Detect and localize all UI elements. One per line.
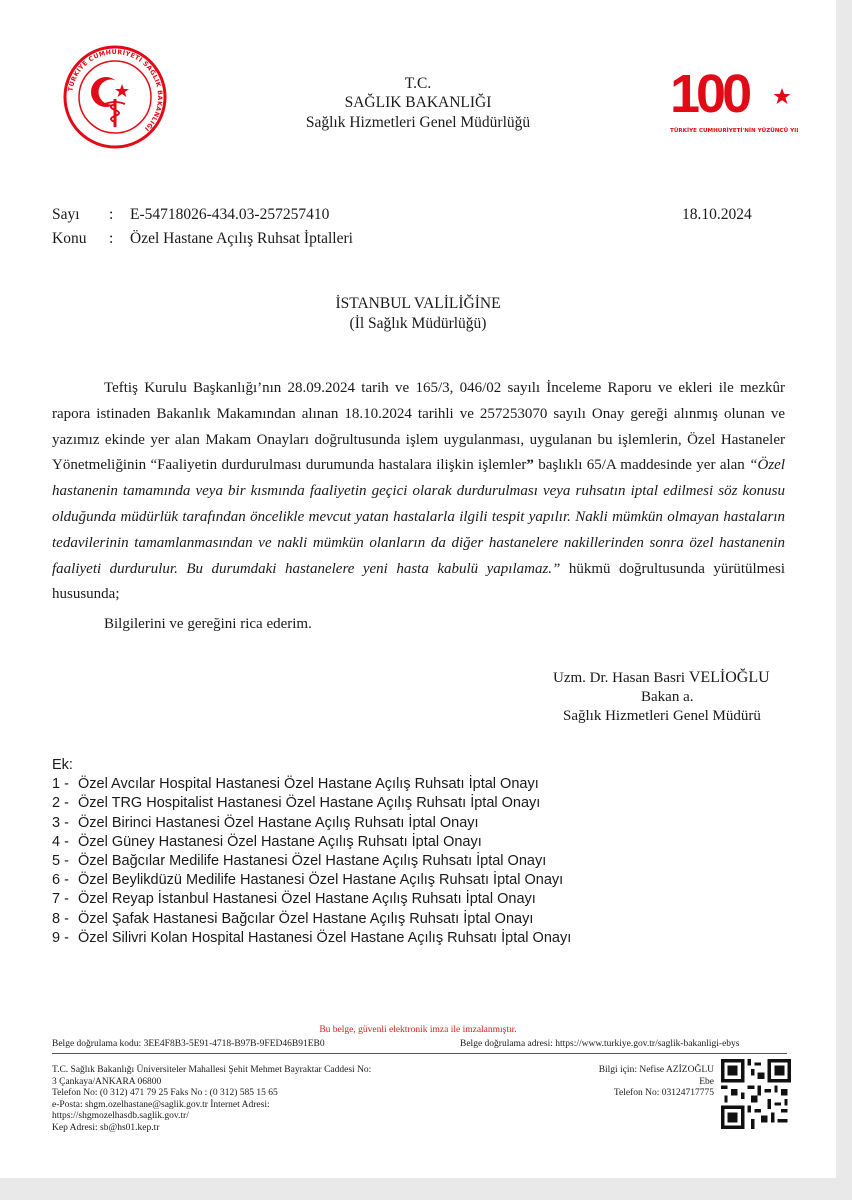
verification-code [52, 1039, 325, 1051]
list-item [52, 929, 571, 948]
body-bold-quote: ” [526, 457, 534, 474]
attachments-label: Ek: [52, 757, 73, 773]
regulation-quote: “Özel hastanenin tamamında veya bir kısmında faaliyetin geçici olarak durdurulması veya ruhsatın iptal edilmesi söz konusu olduğunda müdürlük tarafından öncelikle mevcut yatan hastalarla ilgili tespit yapılır. Nakli mümkün olmayan hastaların tedavilerinin tamamlanmasından ve nakli mümkün olanların da diğer hastanelere nakillerinden sonra özel hastanenin faaliyeti durdurulur. Bu durumdaki hastanelere yeni hasta kabulü yapılamaz.” [52, 457, 786, 577]
body-text-1: Teftiş Kurulu Başkanlığı’nın 28.09.2024 tarih ve 165/3, 046/02 sayılı İnceleme Raporu ve ekleri ile mezkûr rapora istinaden Bakanlık Makamından alınan 18.10.2024 tarihli ve 257253070 sayılı Onay gereği alınmış olunan ve yazımız ekinde yer alan Makam Onayları doğrultusunda işlem uygulanması, uygulanan bu işlemlerin, Özel Hastaneler Yönetmeliğinin “Faaliyetin durdurulması durumunda hastalara ilişkin işlemler [52, 380, 785, 474]
list-item-number: 6 - [52, 872, 69, 889]
list-item-text: Özel TRG Hospitalist Hastanesi Özel Hastane Açılış Ruhsatı İptal Onayı [78, 795, 541, 812]
verification-address-label: Belge doğrulama adresi: [460, 1039, 553, 1049]
footer-divider [52, 1053, 787, 1054]
body-text-2: başlıklı 65/A maddesinde yer alan [533, 457, 750, 474]
body-paragraph [52, 376, 785, 608]
body-text-3: hükmü doğrultusunda yürütülmesi hususunda; [52, 560, 785, 603]
signatory-title: Sağlık Hizmetleri Genel Müdürü [563, 708, 761, 724]
list-item [52, 833, 571, 852]
esign-notice: Bu belge, güvenli elektronik imza ile imzalanmıştır. [319, 1025, 517, 1035]
list-item-text: Özel Avcılar Hospital Hastanesi Özel Hastane Açılış Ruhsatı İptal Onayı [78, 776, 539, 793]
ministry-seal-logo [62, 44, 168, 150]
header-ministry: SAĞLIK BAKANLIĞI [344, 94, 492, 111]
sayi-label: Sayı [52, 206, 80, 223]
signatory-name-prefix: Uzm. Dr. Hasan Basri [553, 670, 689, 686]
contact-title: Ebe [699, 1076, 714, 1087]
contact-person: Bilgi için: Nefise AZİZOĞLU [598, 1065, 714, 1075]
signatory-name [553, 668, 852, 688]
konu-value: Özel Hastane Açılış Ruhsat İptalleri [130, 230, 353, 247]
attachments-list [52, 756, 571, 948]
list-item [52, 852, 571, 871]
list-item [52, 775, 571, 794]
centennial-number: 100 [670, 64, 749, 124]
phone-fax-line: Telefon No: (0 312) 471 79 25 Faks No : (0 312) 585 15 65 [52, 1088, 278, 1098]
list-item [52, 890, 571, 909]
konu-separator: : [109, 230, 114, 247]
list-item-text: Özel Bağcılar Medilife Hastanesi Özel Hastane Açılış Ruhsatı İptal Onayı [78, 853, 547, 870]
signatory-surname: VELİOĞLU [688, 669, 770, 686]
list-item [52, 794, 571, 813]
verification-address [460, 1039, 740, 1051]
list-item [52, 871, 571, 890]
document-date: 18.10.2024 [682, 206, 752, 223]
list-item-number: 8 - [52, 910, 69, 927]
list-item-text: Özel Güney Hastanesi Özel Hastane Açılış Ruhsatı İptal Onayı [78, 833, 482, 850]
footer-contact-block [52, 1065, 452, 1134]
centennial-logo [668, 62, 798, 136]
addressee-title: İSTANBUL VALİLİĞİNE [335, 295, 501, 312]
list-item-text: Özel Birinci Hastanesi Özel Hastane Açılış Ruhsatı İptal Onayı [78, 814, 479, 831]
list-item-number: 1 - [52, 776, 69, 793]
header-directorate: Sağlık Hizmetleri Genel Müdürlüğü [305, 114, 531, 131]
list-item-number: 9 - [52, 929, 69, 946]
contact-phone: Telefon No: 03124717775 [613, 1088, 714, 1098]
list-item [52, 814, 571, 833]
header-tc: T.C. [404, 75, 432, 92]
verification-address-link[interactable]: https://www.turkiye.gov.tr/saglik-bakanligi-ebys [555, 1039, 740, 1049]
signatory-role: Bakan a. [641, 689, 694, 705]
sayi-separator: : [109, 206, 114, 223]
address-line-1: T.C. Sağlık Bakanlığı Üniversiteler Mahallesi Şehit Mehmet Bayraktar Caddesi No: [52, 1065, 372, 1075]
website-line[interactable]: https://shgmozelhasdb.saglik.gov.tr/ [52, 1111, 189, 1121]
list-item-number: 4 - [52, 833, 69, 850]
list-item-number: 5 - [52, 853, 69, 870]
kep-address-line: Kep Adresi: sb@hs01.kep.tr [52, 1122, 160, 1133]
list-item-number: 7 - [52, 891, 69, 908]
list-item-text: Özel Reyap İstanbul Hastanesi Özel Hastane Açılış Ruhsatı İptal Onayı [78, 891, 536, 908]
closing-line: Bilgilerini ve gereğini rica ederim. [104, 616, 312, 632]
list-item-text: Özel Beylikdüzü Medilife Hastanesi Özel Hastane Açılış Ruhsatı İptal Onayı [78, 872, 564, 889]
qr-code-icon [721, 1058, 791, 1130]
list-item [52, 910, 571, 929]
konu-label: Konu [52, 230, 87, 247]
list-item-number: 2 - [52, 795, 69, 812]
list-item-text: Özel Silivri Kolan Hospital Hastanesi Özel Hastane Açılış Ruhsatı İptal Onayı [78, 929, 572, 946]
addressee-subtitle: (İl Sağlık Müdürlüğü) [349, 315, 487, 332]
list-item-number: 3 - [52, 814, 69, 831]
centennial-caption: TÜRKİYE CUMHURİYETİ'NİN YÜZÜNCÜ YILI [670, 128, 798, 134]
verification-code-label: Belge doğrulama kodu: [52, 1039, 142, 1049]
sayi-value: E-54718026-434.03-257257410 [130, 206, 330, 223]
address-line-2: 3 Çankaya/ANKARA 06800 [52, 1076, 162, 1087]
svg-text:TÜRKİYE CUMHURİYETİ SAĞLIK BAK: TÜRKİYE CUMHURİYETİ SAĞLIK BAKANLIĞI [67, 48, 164, 133]
email-line[interactable]: e-Posta: shgm.ozelhastane@saglik.gov.tr İnternet Adresi: [52, 1099, 270, 1110]
list-item-text: Özel Şafak Hastanesi Bağcılar Özel Hastane Açılış Ruhsatı İptal Onayı [78, 910, 534, 927]
verification-code-value: 3EE4F8B3-5E91-4718-B97B-9FED46B91EB0 [143, 1039, 325, 1049]
contact-person-block [560, 1065, 714, 1100]
